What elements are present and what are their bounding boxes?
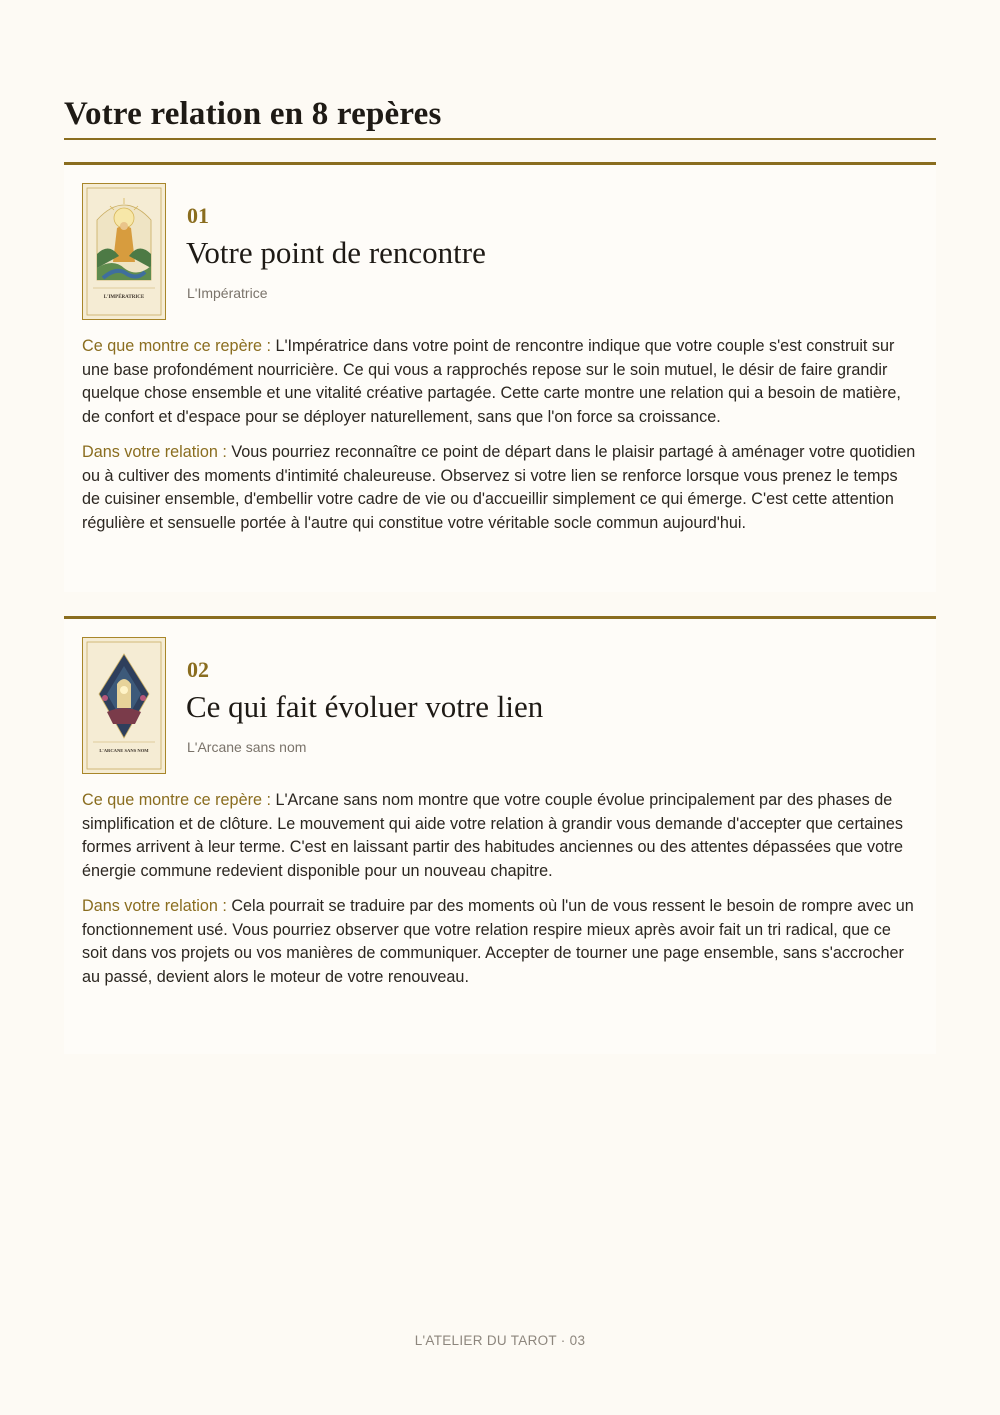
- relationship-text: Vous pourriez reconnaître ce point de départ dans le plaisir partagé à aménager votre quotidien ou à cultiver des moments d'intimité chaleureuse. Observez si votre lien se renforce lorsque vous prenez le temps de cuisiner ensemble, d'embellir votre cadre de vie ou d'accueillir simplement ce qui émerge. C'est cette attention régulière et sensuelle portée à l'autre qui constitue votre véritable socle commun aujourd'hui.: [82, 443, 916, 532]
- card-header: [64, 165, 936, 315]
- relationship-label: Dans votre relation :: [82, 897, 227, 915]
- arcane-sans-nom-illustration: [83, 638, 165, 773]
- empress-illustration: [83, 184, 165, 319]
- step-number: 01: [187, 203, 209, 228]
- footer-separator: ·: [560, 1333, 566, 1348]
- card-header: [64, 619, 936, 769]
- card-heading: Votre point de rencontre: [186, 235, 486, 270]
- tarot-card-name: L'Arcane sans nom: [187, 739, 307, 755]
- footer-brand: L'ATELIER DU TAROT: [414, 1333, 557, 1348]
- meaning-label: Ce que montre ce repère :: [82, 791, 271, 809]
- meaning-paragraph: [64, 789, 936, 883]
- meaning-label: Ce que montre ce repère :: [82, 337, 271, 355]
- relationship-paragraph: [64, 895, 936, 989]
- tarot-card-name: L'Impératrice: [187, 285, 268, 301]
- tarot-card-image-death: [82, 637, 166, 774]
- relationship-text: Cela pourrait se traduire par des moments où l'un de vous ressent le besoin de rompre avec un fonctionnement usé. Vous pourriez observer que votre relation respire mieux après avoir fait un tri radical, que ce soit dans vos projets ou vos manières de communiquer. Accepter de tourner une page ensemble, sans s'accrocher au passé, devient alors le moteur de votre renouveau.: [82, 897, 914, 986]
- step-number: 02: [187, 657, 209, 682]
- relationship-label: Dans votre relation :: [82, 443, 227, 461]
- page-footer: [0, 1333, 1000, 1348]
- footer-page-number: 03: [569, 1333, 586, 1348]
- relationship-paragraph: [64, 441, 936, 535]
- reading-card-1: [64, 162, 936, 592]
- meaning-text: L'Impératrice dans votre point de rencontre indique que votre couple s'est construit sur une base profondément nourricière. Ce qui vous a rapprochés repose sur le soin mutuel, le désir de faire grandir quelque chose ensemble et une vitalité créative partagée. Cette carte montre une relation qui a besoin de matière, de confort et d'espace pour se déployer naturellement, sans que l'on force sa croissance.: [82, 337, 901, 426]
- tarot-card-image-empress: [82, 183, 166, 320]
- thumb-caption: L'IMPÉRATRICE: [103, 295, 145, 300]
- reading-card-2: [64, 616, 936, 1054]
- page-title: Votre relation en 8 repères: [64, 96, 442, 132]
- thumb-caption: L'ARCANE SANS NOM: [99, 748, 149, 753]
- meaning-text: L'Arcane sans nom montre que votre couple évolue principalement par des phases de simplification et de clôture. Le mouvement qui aide votre relation à grandir vous demande d'accepter que certaines formes arrivent à leur terme. C'est en laissant partir des habitudes anciennes ou des attentes dépassées que votre énergie commune redevient disponible pour un nouveau chapitre.: [82, 791, 904, 880]
- meaning-paragraph: [64, 335, 936, 429]
- title-divider: [64, 138, 936, 140]
- card-heading: Ce qui fait évoluer votre lien: [186, 689, 544, 724]
